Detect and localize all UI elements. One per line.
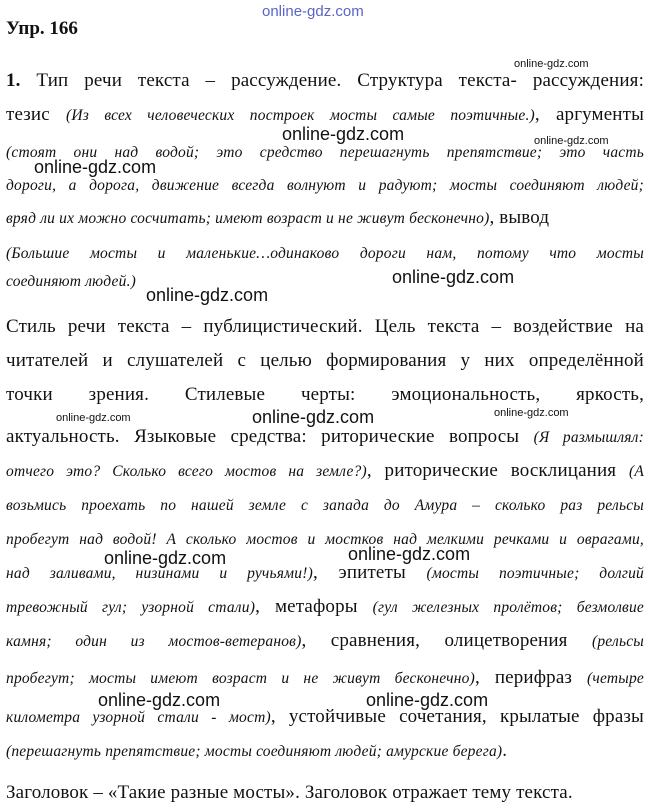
paragraph-3-line: [6, 778, 644, 808]
watermark: online-gdz.com: [392, 267, 515, 287]
text-span: Тип речи текста – рассуждение. Структура текста- рассуждения:: [20, 70, 644, 91]
exercise-title: Упр. 166: [6, 18, 78, 39]
document-page: [6, 0, 644, 811]
text-span: , устойчивые сочетания, крылатые фразы: [270, 706, 644, 727]
paragraph-2-line: [6, 456, 644, 487]
quote-span: (Я размышлял:: [533, 429, 645, 446]
text-span: тезис: [6, 104, 66, 125]
paragraph-1-line: [6, 238, 644, 269]
paragraph-1-line: [6, 100, 644, 131]
paragraph-1-line: [6, 66, 644, 96]
watermark: online-gdz.com: [252, 407, 375, 427]
paragraph-2-line: [6, 592, 644, 623]
watermark-top: online-gdz.com: [262, 3, 364, 20]
watermark: online-gdz.com: [56, 412, 131, 424]
quote-span: пробегут над водой! А сколько мостов и мостков над мелкими речками и оврагами,: [6, 531, 644, 548]
text-span: , эпитеты: [312, 562, 427, 583]
quote-span: (перешагнуть препятствие; мосты соединяют людей; амурские берега): [6, 743, 503, 760]
quote-span: (стоят они над водой; это средство перешагнуть препятствие; это часть: [6, 144, 644, 161]
watermark: online-gdz.com: [98, 690, 221, 710]
quote-span: тревожный гул; узорной стали): [6, 599, 256, 616]
quote-span: километра узорной стали - мост): [6, 709, 271, 726]
quote-span: (четыре: [587, 670, 644, 687]
text-span: , риторические восклицания: [366, 460, 629, 481]
quote-span: над заливами, низинами и ручьями!): [6, 565, 313, 582]
text-span: , сравнения, олицетворения: [301, 630, 592, 651]
paragraph-1-line: [6, 170, 644, 201]
watermark: online-gdz.com: [282, 124, 405, 144]
text-span: точки зрения. Стилевые черты: эмоциональность, яркость,: [6, 384, 644, 405]
watermark: online-gdz.com: [366, 690, 489, 710]
text-span: , метафоры: [255, 596, 373, 617]
quote-span: (гул железных пролётов; безмолвие: [372, 599, 645, 616]
quote-span: пробегут; мосты имеют возраст и не живут бесконечно): [6, 670, 475, 687]
text-span: Стиль речи текста – публицистический. Цель текста – воздействие на: [6, 316, 644, 337]
quote-span: (А: [628, 463, 644, 480]
paragraph-2-line: [6, 380, 644, 410]
watermark: online-gdz.com: [514, 58, 589, 70]
paragraph-2-line: [6, 422, 644, 453]
text-span: , перифраз: [474, 667, 588, 688]
quote-span: (рельсы: [592, 633, 644, 650]
watermark: online-gdz.com: [494, 407, 569, 419]
quote-span: соединяют людей.): [6, 273, 137, 290]
paragraph-1-line: [6, 137, 644, 168]
watermark: online-gdz.com: [534, 135, 609, 147]
watermark: online-gdz.com: [348, 544, 471, 564]
quote-span: (Большие мосты и маленькие…одинаково дороги нам, потому что мосты: [6, 245, 644, 262]
watermark: online-gdz.com: [34, 157, 157, 177]
text-span: Заголовок – «Такие разные мосты». Заголовок отражает тему текста.: [6, 782, 573, 803]
paragraph-2-line: [6, 626, 644, 657]
paragraph-2-line: [6, 312, 644, 342]
paragraph-2-line: [6, 558, 644, 589]
quote-span: возьмись проехать по нашей земле с запада до Амура – сколько раз рельсы: [6, 497, 644, 514]
paragraph-2-line: [6, 346, 644, 376]
quote-span: дороги, а дорога, движение всегда волнуют и радуют; мосты соединяют людей;: [6, 177, 644, 194]
quote-span: (Из всех человеческих построек мосты самые поэтичные.): [66, 107, 535, 124]
text-span: читателей и слушателей с целью формирования у них определённой: [6, 350, 644, 371]
paragraph-1-line: [6, 266, 644, 297]
paragraph-1-line: [6, 203, 644, 234]
paragraph-2-line: [6, 490, 644, 521]
paragraph-2-line: [6, 702, 644, 733]
text-span: , аргументы: [534, 104, 644, 125]
watermark: online-gdz.com: [146, 285, 269, 305]
item-number: 1.: [6, 70, 21, 91]
quote-span: вряд ли их можно сосчитать; имеют возраст и не живут бесконечно): [6, 210, 490, 227]
text-span: актуальность. Языковые средства: риторические вопросы: [6, 426, 534, 447]
watermark: online-gdz.com: [104, 548, 227, 568]
paragraph-2-line: [6, 663, 644, 694]
text-span: .: [502, 740, 508, 761]
quote-span: отчего это? Сколько всего мостов на земле?): [6, 463, 367, 480]
quote-span: камня; один из мостов-ветеранов): [6, 633, 302, 650]
quote-span: (мосты поэтичные; долгий: [426, 565, 644, 582]
paragraph-2-line: [6, 524, 644, 555]
paragraph-2-line: [6, 736, 644, 767]
text-span: , вывод: [489, 207, 550, 228]
